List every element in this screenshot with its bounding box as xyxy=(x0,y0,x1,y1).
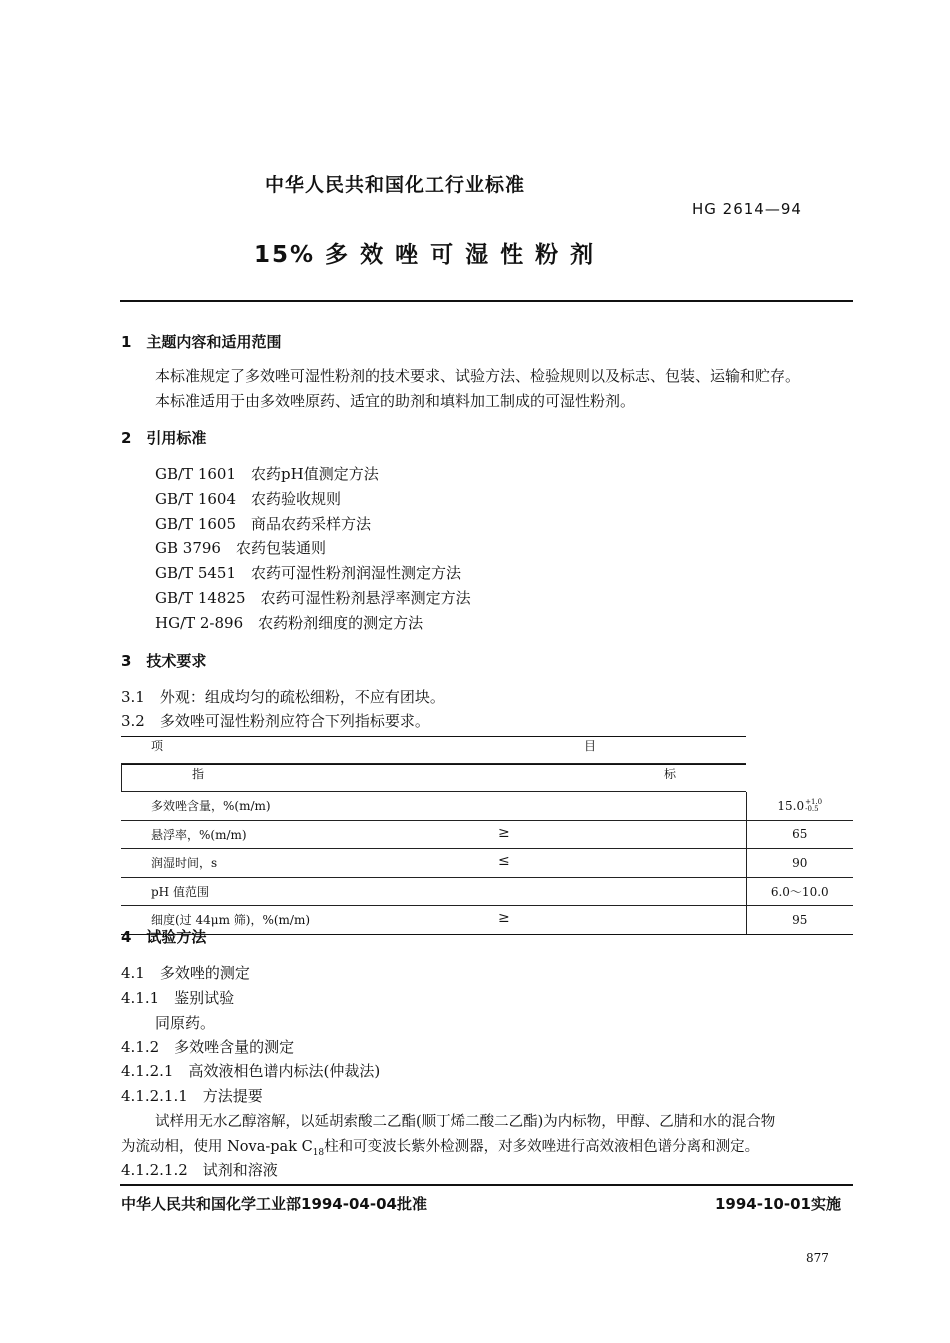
row-value: 90 xyxy=(746,849,853,878)
spec-table-header xyxy=(121,736,853,792)
ref-title: 农药验收规则 xyxy=(251,490,342,508)
method-summary-line-1: 试样用无水乙醇溶解，以延胡索酸二乙酯(顺丁烯二酸二乙酯)为内标物，甲醇、乙腈和水的混合物 xyxy=(155,1114,776,1130)
ref-title: 商品农药采样方法 xyxy=(251,515,372,533)
ref-item xyxy=(155,488,341,509)
ref-item xyxy=(155,587,471,608)
header-value-char-2: 标 xyxy=(663,767,676,781)
footer-divider xyxy=(120,1184,853,1186)
method-summary-line-2: 为流动相，使用 Nova-pak $C_{18}$柱和可变波长紫外检测器，对多效唑进行高效液相色谱分离和测定。 xyxy=(121,1139,760,1158)
ref-title: 农药pH值测定方法 xyxy=(251,465,379,483)
ref-title: 农药可湿性粉剂润湿性测定方法 xyxy=(251,564,462,582)
section-4-heading: 4 试验方法 xyxy=(121,928,207,946)
ref-code: GB/T 5451 xyxy=(155,564,237,582)
header-value-cell xyxy=(121,764,746,792)
section-3-heading: 3 技术要求 xyxy=(121,652,207,670)
comparison-symbol: ≥ xyxy=(498,910,510,926)
row-item: 细度(过 44μm 筛)，%(m/m) ≥ xyxy=(121,906,746,935)
effective-date: 1994-10-01实施 xyxy=(715,1195,841,1213)
row-value: 6.0～10.0 xyxy=(746,877,853,906)
row-value: 15.0+1.0 -0.5 xyxy=(746,792,853,820)
comparison-symbol: ≥ xyxy=(498,824,510,841)
tolerance-minus: -0.5 xyxy=(805,805,819,813)
table-row xyxy=(121,906,853,935)
header-item-char-2: 目 xyxy=(583,739,596,753)
clause-4-1-2-1-1: 4.1.2.1.1 方法提要 xyxy=(121,1087,263,1105)
ref-code: GB 3796 xyxy=(155,539,221,557)
ref-item xyxy=(155,463,379,484)
header-item-char-1: 项 xyxy=(151,739,164,753)
clause-4-1-2-1-2: 4.1.2.1.2 试剂和溶液 xyxy=(121,1161,278,1179)
document-title: 15% 多 效 唑 可 湿 性 粉 剂 xyxy=(254,242,596,268)
row-value: 65 xyxy=(746,820,853,849)
clause-3-2: 3.2 多效唑可湿性粉剂应符合下列指标要求。 xyxy=(121,712,430,730)
clause-4-1-1-text: 同原药。 xyxy=(155,1014,216,1032)
tolerance-plus: +1.0 xyxy=(805,798,823,806)
column-subscript: 18 xyxy=(312,1147,325,1158)
ref-item xyxy=(155,612,423,633)
section-1-heading: 1 主题内容和适用范围 xyxy=(121,333,282,351)
approval-statement: 中华人民共和国化学工业部1994-04-04批准 xyxy=(121,1195,427,1213)
section-2-heading: 2 引用标准 xyxy=(121,429,207,447)
ref-title: 农药可湿性粉剂悬浮率测定方法 xyxy=(260,589,471,607)
row-item: pH 值范围 xyxy=(121,877,746,906)
standard-code: HG 2614—94 xyxy=(692,200,802,218)
clause-4-1-1: 4.1.1 鉴别试验 xyxy=(121,989,235,1007)
row-item: 多效唑含量，%(m/m) xyxy=(121,792,746,820)
table-row xyxy=(121,792,853,820)
spec-table xyxy=(121,736,853,935)
ref-item xyxy=(155,562,461,583)
ref-code: GB/T 1601 xyxy=(155,465,237,483)
row-item: 润湿时间，s ≤ xyxy=(121,849,746,878)
clause-4-1: 4.1 多效唑的测定 xyxy=(121,964,250,982)
title-divider xyxy=(120,300,853,302)
clause-3-1: 3.1 外观：组成均匀的疏松细粉，不应有团块。 xyxy=(121,688,445,706)
header-item-cell xyxy=(121,736,746,764)
ref-item xyxy=(155,537,326,558)
header-value-char-1: 指 xyxy=(192,767,205,781)
ref-code: HG/T 2-896 xyxy=(155,614,244,632)
table-row xyxy=(121,820,853,849)
row-item: 悬浮率，%(m/m) ≥ xyxy=(121,820,746,849)
ref-code: GB/T 1604 xyxy=(155,490,237,508)
ref-code: GB/T 14825 xyxy=(155,589,246,607)
table-row xyxy=(121,877,853,906)
ref-item xyxy=(155,513,371,534)
clause-4-1-2: 4.1.2 多效唑含量的测定 xyxy=(121,1038,295,1056)
section-1-para-2: 本标准适用于由多效唑原药、适宜的助剂和填料加工制成的可湿性粉剂。 xyxy=(155,392,636,410)
section-1-para-1: 本标准规定了多效唑可湿性粉剂的技术要求、试验方法、检验规则以及标志、包装、运输和贮存。 xyxy=(155,367,801,385)
table-row xyxy=(121,849,853,878)
row-value: 95 xyxy=(746,906,853,935)
issuing-org-title: 中华人民共和国化工行业标准 xyxy=(265,174,526,196)
ref-code: GB/T 1605 xyxy=(155,515,237,533)
ref-title: 农药粉剂细度的测定方法 xyxy=(258,614,424,632)
comparison-symbol: ≤ xyxy=(498,853,510,869)
ref-title: 农药包装通则 xyxy=(235,539,326,557)
page-number: 877 xyxy=(806,1251,829,1265)
clause-4-1-2-1: 4.1.2.1 高效液相色谱内标法(仲裁法) xyxy=(121,1062,381,1080)
